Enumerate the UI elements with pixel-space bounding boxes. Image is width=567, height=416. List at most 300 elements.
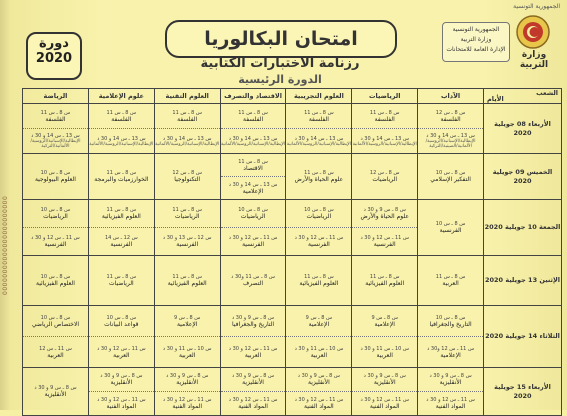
exam-subject: الفلسفة: [308, 115, 329, 123]
exam-time: س 8 ـ س 10: [304, 207, 334, 213]
schedule-cell: [23, 306, 89, 368]
exam-time: س 13 ـ س 14 و 30 د: [31, 133, 80, 139]
schedule-cell-content: [23, 200, 88, 255]
exam-slot: [221, 129, 286, 153]
exam-slot: [23, 200, 88, 228]
exam-time: س 10 ـ س 11 و 30 د: [360, 345, 410, 352]
exam-time: س 8 ـ س 10: [238, 207, 268, 213]
exam-slot: [352, 392, 417, 415]
exam-time: س 8 ـ س 9 و 30 د: [231, 373, 275, 379]
exam-subject: الفرنسية: [439, 227, 462, 234]
exam-slot: [89, 306, 154, 337]
exam-subject: الأنقليزية: [110, 379, 133, 386]
exam-slot: [418, 337, 483, 367]
exam-slot: [352, 337, 417, 367]
exam-slot: [286, 228, 351, 255]
exam-slot: [221, 177, 286, 199]
exam-slot: [286, 104, 351, 129]
exam-subject: الإيطالية/الإسبانية/الروسية/الألمانية: [286, 141, 351, 147]
exam-slot: [155, 392, 220, 415]
day-cell: الأربعاء 08 جويلية 2020: [484, 104, 562, 154]
exam-subject: التصرف: [243, 280, 264, 287]
exam-time: س 8 ـ س 12: [435, 109, 466, 116]
exam-time: س 13 ـ س 14 و 30 د: [97, 135, 146, 142]
exam-slot: [418, 368, 483, 392]
schedule-cell-content: [221, 200, 286, 255]
exam-time: س 8 ـ س 11: [238, 158, 268, 165]
exam-subject: الأنقليزية: [44, 391, 67, 398]
schedule-cell-content: [155, 104, 220, 153]
exam-subject: العلوم الفيزيائية: [299, 280, 339, 287]
exam-subject: الرياضيات: [174, 213, 200, 220]
day-cell: الإثنين 13 جويلية 2020: [484, 256, 562, 306]
exam-subject: الرياضيات: [109, 280, 134, 287]
schedule-cell: [418, 154, 484, 200]
exam-slot: [89, 228, 154, 255]
exam-time: س 8 ـ س 11: [435, 274, 466, 280]
schedule-cell-content: [286, 200, 351, 255]
exam-slot: [155, 256, 220, 305]
exam-subject: العربية: [179, 351, 196, 359]
schedule-cell-content: [418, 200, 483, 255]
exam-subject: العلوم الفيزيائية: [101, 213, 141, 220]
day-cell: الخميس 09 جويلية 2020: [484, 154, 562, 200]
table-row: [23, 104, 562, 154]
exam-slot: [23, 306, 88, 337]
exam-time: س 10 ـ س 11 و 30 د: [162, 345, 212, 352]
exam-subject: الفلسفة: [242, 115, 264, 123]
exam-time: س 8 ـ س 11: [369, 274, 400, 280]
schedule-cell-content: [23, 256, 88, 305]
exam-slot: [155, 306, 220, 337]
exam-time: س 13 ـ س 14 و 30 د: [228, 135, 278, 142]
schedule-cell-content: [418, 154, 483, 199]
exam-slot: [286, 392, 351, 415]
exam-slot: [23, 154, 88, 199]
exam-subject: الإيطالية/الإسبانية/الروسية/الألمانية: [155, 141, 220, 147]
schedule-cell-content: [89, 200, 154, 255]
exam-time: س 11 ـ س 12 و 30 د: [97, 345, 146, 352]
exam-time: س 8 ـ س 9: [371, 314, 398, 321]
exam-slot: [221, 306, 286, 337]
exam-slot: [221, 256, 286, 305]
exam-subject: الإعلامية: [176, 320, 198, 328]
exam-subject: الأنقليزية: [373, 379, 396, 386]
exam-subject: العلوم الفيزيائية: [365, 280, 405, 287]
schedule-cell-content: [23, 306, 88, 367]
exam-subject: العربية: [47, 351, 64, 359]
exam-subject: الفرنسية: [242, 241, 264, 248]
exam-subject: الإعلامية: [242, 187, 264, 195]
exam-subject: العلوم البيولوجية: [34, 176, 76, 183]
exam-time: س 11 ـ س 12 و 30 د: [228, 397, 278, 403]
exam-slot: [418, 129, 483, 153]
schedule-cell: [418, 306, 484, 368]
schedule-cell: [418, 200, 484, 256]
exam-subject: الاختصاص الرياضي: [31, 320, 80, 328]
schedule-cell-content: [89, 104, 154, 153]
exam-slot: [221, 368, 286, 392]
ministry-stamp: [442, 22, 510, 62]
schedule-cell: [352, 256, 418, 306]
schedule-cell-content: [418, 104, 483, 153]
exam-time: س 11 ـ س 12 و 30 د: [426, 397, 475, 403]
session-box: [26, 32, 82, 80]
exam-slot: [155, 228, 220, 255]
schedule-cell-content: [352, 154, 417, 199]
schedule-cell: [154, 306, 220, 368]
schedule-cell-content: [352, 306, 417, 367]
schedule-cell: [88, 256, 154, 306]
schedule-cell: [220, 306, 286, 368]
schedule-cell: [154, 154, 220, 200]
schedule-cell: [88, 368, 154, 416]
exam-subject: الفرنسية: [307, 241, 330, 248]
exam-time: س 8 ـ س 10: [40, 170, 71, 176]
schedule-cell: [286, 154, 352, 200]
schedule-cell-content: [23, 104, 88, 153]
schedule-cell: [220, 256, 286, 306]
exam-subject: الإعلامية: [374, 320, 395, 328]
exam-subject: التفكير الإسلامي: [430, 176, 471, 183]
session-name: الدورة الرئيسية: [238, 73, 322, 86]
exam-time: س 8 ـ س 9 و 30 د: [166, 373, 209, 379]
schedule-cell: [23, 256, 89, 306]
exam-subject: الرياضيات: [43, 213, 68, 220]
exam-slot: [352, 104, 417, 129]
exam-slot: [286, 306, 351, 337]
column-header: الرياضة: [23, 89, 89, 104]
exam-time: س 13 ـ س 14 و 30 د: [162, 135, 212, 142]
exam-time: س 8 ـ س 11: [106, 170, 137, 176]
schedule-cell-content: [418, 306, 483, 367]
table-row: [23, 306, 562, 368]
exam-time: س 11 ـ س 12 و 30 د: [360, 397, 410, 403]
exam-slot: [89, 129, 154, 153]
exam-time: س 13 ـ س 14 و 30 د: [294, 135, 344, 142]
exam-subject: التاريخ والجغرافيا: [429, 320, 472, 328]
exam-subject: الإيطالية/الإسبانية/الروسية/الألمانية/الصينية/التركية: [425, 139, 476, 149]
schedule-cell: [88, 154, 154, 200]
exam-slot: [221, 104, 286, 129]
ministry-emblem-icon: [515, 14, 551, 50]
exam-subject: الأنقليزية: [176, 379, 199, 386]
schedule-cell: [220, 104, 286, 154]
schedule-cell: [88, 200, 154, 256]
exam-time: س 8 ـ س 12: [369, 170, 400, 176]
day-cell: الثلاثاء 14 جويلية 2020: [484, 306, 562, 368]
schedule-cell: [220, 154, 286, 200]
schedule-cell-content: [221, 256, 286, 305]
schedule-cell: [352, 368, 418, 416]
exam-slot: [89, 200, 154, 228]
schedule-cell-content: [221, 368, 286, 415]
schedule-cell-content: [155, 200, 220, 255]
schedule-cell-content: [89, 306, 154, 367]
exam-slot: [352, 256, 417, 305]
exam-slot: [155, 154, 220, 199]
exam-slot: [418, 392, 483, 415]
exam-slot: [352, 306, 417, 337]
schedule-cell: [352, 154, 418, 200]
exam-subject: المواد الفنية: [369, 403, 400, 410]
exam-subject: الرياضيات: [306, 213, 332, 220]
exam-slot: [23, 337, 88, 367]
column-header: علوم الإعلامية: [88, 89, 154, 104]
side-watermark-text: 00000000000000000000000: [2, 195, 9, 295]
table-header-row: [23, 89, 562, 104]
stamp-line-2: وزارة التربية: [460, 36, 492, 43]
schedule-cell-content: [89, 368, 154, 415]
schedule-cell-content: [155, 154, 220, 199]
exam-slot: [221, 154, 286, 177]
ministry-name: وزارة التربية: [519, 50, 549, 70]
exam-slot: [89, 368, 154, 392]
exam-subject: الأنقليزية: [307, 379, 330, 386]
exam-subject: الفرنسية: [176, 241, 199, 248]
exam-subject: المواد الفنية: [106, 403, 137, 410]
exam-slot: [418, 104, 483, 129]
exam-time: س 8 ـ س 11: [304, 274, 334, 280]
schedule-cell-content: [221, 306, 286, 367]
exam-time: س 8 ـ س 9: [305, 314, 333, 321]
exam-subject: العربية: [442, 280, 459, 287]
schedule-cell: [23, 200, 89, 256]
exam-subject: علوم الحياة والأرض: [294, 176, 344, 183]
schedule-cell: [88, 104, 154, 154]
exam-time: س 8 ـ س 9 و 30 د: [429, 373, 472, 379]
day-cell: الجمعة 10 جويلية 2020: [484, 200, 562, 256]
schedule-cell-content: [352, 104, 417, 153]
schedule-cell-content: [352, 200, 417, 255]
exam-time: س 8 ـ س 11: [172, 207, 202, 213]
exam-schedule-table: [22, 88, 562, 416]
exam-slot: [23, 256, 88, 305]
exam-subject: الإعلامية: [440, 351, 461, 359]
exam-time: س 8 ـ س 10: [40, 314, 71, 321]
schedule-cell-content: [221, 154, 286, 199]
table-row: [23, 256, 562, 306]
exam-time: س 8 ـ س 10: [106, 314, 137, 321]
page-title: امتحان البكالوريا: [204, 28, 358, 50]
day-cell: الأربعاء 15 جويلية 2020: [484, 368, 562, 416]
schedule-cell: [352, 200, 418, 256]
schedule-cell-content: [89, 154, 154, 199]
exam-subject: الفلسفة: [440, 115, 461, 123]
exam-slot: [89, 337, 154, 367]
exam-slot: [221, 200, 286, 228]
schedule-cell-content: [155, 368, 220, 415]
schedule-cell-content: [155, 256, 220, 305]
exam-subject: العربية: [244, 351, 262, 359]
exam-subject: التكنولوجيا: [174, 176, 201, 183]
exam-time: س 11 ـ س 12 و 30 د: [97, 397, 146, 403]
exam-slot: [352, 368, 417, 392]
schedule-cell: [286, 200, 352, 256]
exam-slot: [418, 154, 483, 199]
session-label: دورة: [39, 36, 69, 51]
exam-time: س 8 ـ س 11: [40, 109, 71, 116]
exam-subject: العلوم الفيزيائية: [35, 280, 75, 287]
exam-subject: الفرنسية: [44, 241, 67, 248]
exam-time: س 12 ـ س 14: [104, 235, 138, 241]
exam-slot: [418, 256, 483, 305]
exam-slot: [23, 104, 88, 129]
exam-subject: الرياضيات: [372, 176, 398, 183]
exam-time: س 13 ـ س 14 و 30 د: [426, 133, 475, 139]
exam-time: س 8 ـ س 10: [40, 207, 71, 213]
column-header: الاقتصاد والتصرف: [220, 89, 286, 104]
exam-slot: [352, 200, 417, 228]
exam-subject: الإيطالية/الإسبانية/الروسية/الألمانية: [220, 141, 286, 147]
schedule-cell-content: [221, 104, 286, 153]
schedule-cell-content: [155, 306, 220, 367]
column-header: الرياضيات: [352, 89, 418, 104]
exam-slot: [89, 256, 154, 305]
exam-slot: [286, 200, 351, 228]
exam-time: س 8 ـ س 9 و 30 د: [100, 373, 143, 379]
schedule-cell-content: [418, 256, 483, 305]
table-row: [23, 154, 562, 200]
exam-time: س 11 ـ س 12 و30 د: [427, 345, 475, 352]
exam-time: س 13 ـ س 14 و 30 د: [360, 135, 410, 142]
table-row: [23, 368, 562, 416]
column-header: الآداب: [418, 89, 484, 104]
exam-time: س 8 ـ س 11: [106, 109, 137, 116]
stamp-line-1: الجمهورية التونسية: [452, 26, 500, 33]
exam-time: س 12 ـ س 13 و 30 د: [162, 235, 212, 241]
exam-slot: [89, 104, 154, 129]
exam-time: س 8 ـ س 11 و30 د: [231, 274, 275, 280]
exam-slot: [155, 104, 220, 129]
corner-cell: [484, 89, 562, 104]
schedule-cell: [23, 104, 89, 154]
exam-time: س 8 ـ س 9 و 30 د: [231, 314, 275, 321]
exam-time: س 13 ـ س 14 و 30 د: [228, 181, 278, 188]
exam-subject: الإعلامية: [308, 320, 330, 328]
exam-time: س 11 ـ س 12 و 30 د: [162, 397, 212, 403]
exam-subject: الفلسفة: [45, 115, 66, 123]
exam-subject: المواد الفنية: [238, 403, 268, 410]
exam-time: س 10 ـ س 11 و 30 د: [294, 345, 344, 352]
schedule-cell-content: [286, 368, 351, 415]
exam-time: س 8 ـ س 10: [435, 170, 466, 176]
exam-subject: الفرنسية: [110, 241, 133, 248]
schedule-cell: [154, 368, 220, 416]
exam-subject: المواد الفنية: [435, 403, 466, 410]
exam-subject: التاريخ والجغرافيا: [231, 320, 275, 328]
schedule-cell-content: [23, 154, 88, 199]
schedule-cell: [286, 256, 352, 306]
schedule-cell: [220, 200, 286, 256]
exam-time: س 11 ـ س 12 و 30 د: [228, 345, 278, 352]
corner-streams-label: الشعب: [536, 89, 558, 97]
exam-subject: الفلسفة: [177, 115, 198, 123]
exam-slot: [89, 154, 154, 199]
schedule-cell: [352, 306, 418, 368]
exam-slot: [155, 200, 220, 228]
exam-subject: الإيطالية/الإسبانية/الروسية/الألمانية/التركية: [30, 139, 81, 149]
schedule-cell: [352, 104, 418, 154]
header-top-text: الجمهورية التونسية: [513, 3, 560, 10]
exam-subject: المواد الفنية: [304, 403, 334, 410]
exam-subject: الرياضيات: [240, 213, 266, 220]
exam-time: س 8 ـ س 11: [238, 109, 268, 116]
column-header: العلوم التجريبية: [286, 89, 352, 104]
exam-time: س 8 ـ س 11: [172, 109, 202, 116]
schedule-cell-content: [418, 368, 483, 415]
exam-subject: الفرنسية: [373, 241, 396, 248]
schedule-cell-content: [23, 368, 88, 415]
exam-slot: [286, 129, 351, 153]
schedule-cell-content: [89, 256, 154, 305]
exam-time: س 8 ـ س 10: [435, 221, 466, 227]
exam-time: س 8 ـ س 9 و 30 د: [34, 385, 77, 391]
exam-slot: [352, 129, 417, 153]
exam-subject: الأنقليزية: [439, 379, 462, 386]
exam-slot: [23, 368, 88, 415]
exam-time: س 8 ـ س 11: [369, 109, 400, 116]
schedule-cell: [154, 104, 220, 154]
schedule-cell: [88, 306, 154, 368]
schedule-cell: [154, 200, 220, 256]
exam-time: س 8 ـ س 11: [304, 109, 334, 116]
title-box: [165, 20, 397, 58]
session-year: 2020: [35, 51, 73, 66]
column-header: العلوم التقنية: [154, 89, 220, 104]
page-subtitle: رزنامة الاختبارات الكتابية: [200, 56, 360, 71]
exam-slot: [286, 337, 351, 367]
exam-time: س 8 ـ س 9 و 30 د: [297, 373, 340, 379]
exam-slot: [23, 228, 88, 255]
schedule-cell-content: [286, 306, 351, 367]
exam-subject: الإيطالية/الإسبانية/الروسية/الألمانية: [352, 141, 417, 147]
exam-subject: الخوارزميات والبرمجة: [94, 176, 149, 183]
exam-slot: [23, 129, 88, 153]
exam-time: س 8 ـ س 11: [106, 207, 137, 213]
exam-subject: الإيطالية/الإسبانية/الروسية/الألمانية: [89, 141, 154, 147]
schedule-cell: [418, 104, 484, 154]
exam-subject: العربية: [310, 351, 328, 359]
schedule-cell-content: [352, 368, 417, 415]
schedule-cell: [23, 368, 89, 416]
exam-slot: [89, 392, 154, 415]
exam-time: س 8 ـ س 11: [106, 274, 137, 280]
exam-slot: [286, 256, 351, 305]
stamp-line-3: الإدارة العامة للامتحانات: [446, 46, 506, 53]
exam-subject: الأنقليزية: [242, 379, 264, 386]
schedule-cell: [286, 306, 352, 368]
exam-slot: [155, 337, 220, 367]
exam-slot: [221, 228, 286, 255]
exam-time: س 11 ـ س 12 و 30 د: [360, 235, 410, 241]
exam-slot: [418, 306, 483, 337]
schedule-cell: [418, 368, 484, 416]
exam-subject: العربية: [376, 351, 393, 359]
schedule-cell: [23, 154, 89, 200]
exam-time: س 11 ـ س 12 و 30 د: [294, 235, 344, 241]
exam-time: س 11 ـ س 12 و 30 د: [294, 397, 344, 403]
exam-time: س 8 ـ س 10: [40, 274, 71, 280]
exam-subject: الاقتصاد: [243, 164, 263, 172]
exam-subject: قواعد البيانات: [104, 320, 139, 328]
exam-slot: [221, 337, 286, 367]
exam-slot: [352, 228, 417, 255]
exam-time: س 8 ـ س 9 و 30 د: [363, 373, 406, 379]
schedule-cell: [220, 368, 286, 416]
schedule-cell-content: [352, 256, 417, 305]
exam-time: س 11 ـ س 12 و 30 د: [228, 235, 278, 241]
